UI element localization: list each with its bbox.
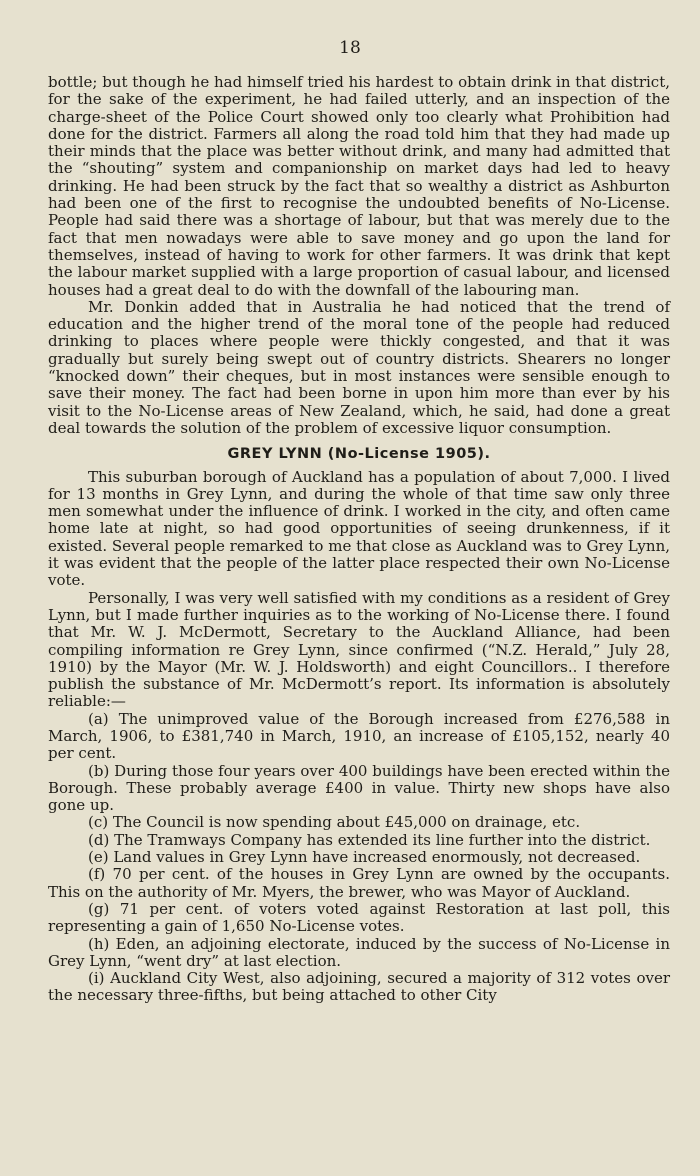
list-item: (b) During those four years over 400 buildings have been erected within the Borough. These probably average £400 in value. Thirty new shops have also gone up. [48, 761, 670, 815]
list-item: (f) 70 per cent. of the houses in Grey Lynn are owned by the occupants. This on the authority of Mr. Myers, the brewer, who was Mayor of Auckland. [48, 865, 670, 901]
list-item: (e) Land values in Grey Lynn have increased enormously, not decreased. [88, 848, 641, 867]
paragraph: This suburban borough of Auckland has a population of about 7,000. I lived for 13 months in Grey Lynn, and during the whole of that time saw only three men somewhat under the influence of drink. I worked in the city, and often came home late at night, so had good opportunities of seeing drunkenness, if it existed. Several people remarked to me that close as Auckland was to Grey Lynn, it was evident that the people of the latter place respected their own No-License vote. [48, 467, 670, 590]
paragraph: bottle; but though he had himself tried his hardest to obtain drink in that district, for the sake of the experiment, he had failed utterly, and an inspection of the charge-sheet of the Police Court showed only too clearly what Prohibition had done for the district. Farmers all along the road told him that they had made up their minds that the place was better without drink, and many had admitted that the “shouting” system and companionship on market days had led to heavy drinking. He had been struck by the fact that so wealthy a district as Ashburton had been one of the first to recognise the undoubted benefits of No-License. People had said there was a shortage of labour, but that was merely due to the fact that men nowadays were able to save money and go upon the land for themselves, instead of having to work for other farmers. It was drink that kept the labour market supplied with a large proportion of casual labour, and licensed houses had a great deal to do with the downfall of the labouring man. [48, 73, 670, 299]
list-item: (a) The unimproved value of the Borough increased from £276,588 in March, 1906, to £381,740 in March, 1910, an increase of £105,152, nearly 40 per cent. [48, 709, 670, 763]
paragraph: Personally, I was very well satisfied with my conditions as a resident of Grey Lynn, but I made further inquiries as to the working of No-License there. I found that Mr. W. J. McDermott, Secretary to the Auckland Alliance, had been compiling information re Grey Lynn, since confirmed (“N.Z. Herald,” July 28, 1910) by the Mayor (Mr. W. J. Holdsworth) and eight Councillors.. I therefore publish the substance of Mr. McDermott’s report. Its information is absolutely reliable:— [48, 588, 670, 711]
list-item: (d) The Tramways Company has extended its line further into the district. [88, 830, 651, 849]
list-item: (c) The Council is now spending about £45,000 on drainage, etc. [88, 813, 581, 832]
list-item: (i) Auckland City West, also adjoining, secured a majority of 312 votes over the necessary three-fifths, but being attached to other City [48, 969, 670, 1005]
page-number: 18 [339, 38, 361, 58]
list-item: (h) Eden, an adjoining electorate, induced by the success of No-License in Grey Lynn, “went dry” at last election. [48, 934, 670, 970]
paragraph: Mr. Donkin added that in Australia he had noticed that the trend of education and the higher trend of the moral tone of the people had reduced drinking to places where people were thickly congested, and that it was gradually but surely being swept out of country districts. Shearers no longer “knocked down” their cheques, but in most instances were sensible enough to save their money. The fact had been borne in upon him more than ever by his visit to the No-License areas of New Zealand, which, he said, had done a great deal towards the solution of the problem of excessive liquor consumption. [48, 297, 670, 437]
section-heading: GREY LYNN (No-License 1905). [227, 446, 491, 463]
list-item: (g) 71 per cent. of voters voted against Restoration at last poll, this representing a gain of 1,650 No-License votes. [48, 899, 670, 936]
body-text [48, 74, 670, 1005]
